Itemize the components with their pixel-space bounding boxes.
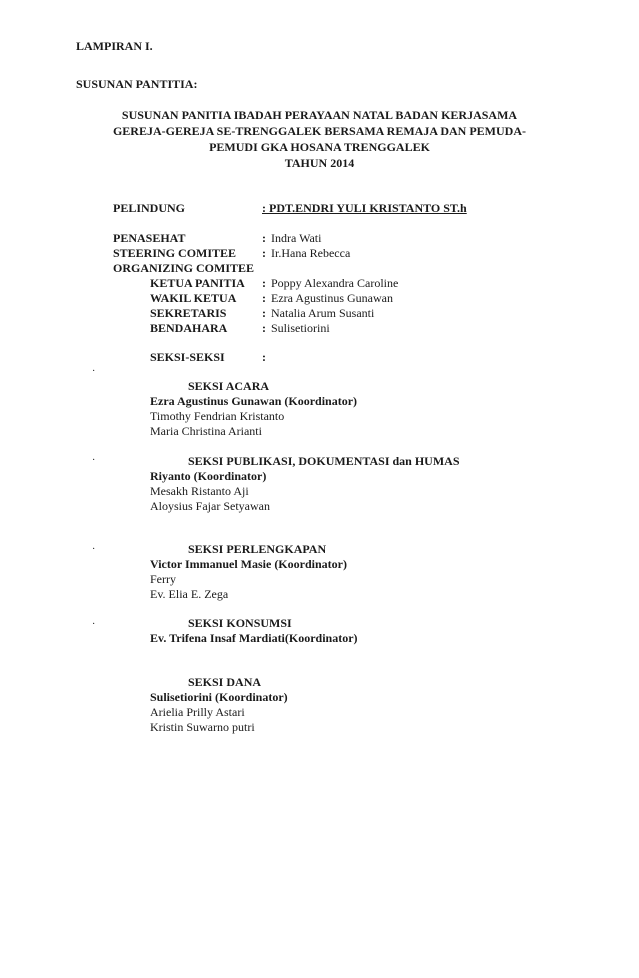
section-member: Ev. Elia E. Zega (150, 587, 229, 601)
bullet-icon: · (92, 544, 96, 555)
section-coordinator-publikasi: Riyanto (Koordinator) (150, 469, 267, 483)
title-line-3: PEMUDI GKA HOSANA TRENGGALEK (209, 140, 430, 154)
section-title-acara: SEKSI ACARA (188, 379, 270, 393)
sekretaris-colon: : (262, 306, 266, 320)
sekretaris-label: SEKRETARIS (150, 306, 227, 320)
section-coordinator-acara: Ezra Agustinus Gunawan (Koordinator) (150, 394, 358, 408)
section-member: Maria Christina Arianti (150, 424, 262, 438)
bullet-icon: · (92, 619, 96, 630)
bendahara-label: BENDAHARA (150, 321, 228, 335)
ketua-label: KETUA PANITIA (150, 276, 245, 290)
bendahara-colon: : (262, 321, 266, 335)
section-member: Kristin Suwarno putri (150, 720, 255, 734)
title-line-2: GEREJA-GEREJA SE-TRENGGALEK BERSAMA REMAJA DAN PEMUDA- (112, 124, 527, 138)
ketua-value: Poppy Alexandra Caroline (271, 276, 399, 290)
steering-colon: : (262, 246, 266, 260)
section-coordinator-konsumsi: Ev. Trifena Insaf Mardiati(Koordinator) (150, 631, 358, 645)
section-title-perlengkapan: SEKSI PERLENGKAPAN (188, 542, 327, 556)
penasehat-colon: : (262, 231, 266, 245)
penasehat-label: PENASEHAT (113, 231, 186, 245)
section-title-publikasi: SEKSI PUBLIKASI, DOKUMENTASI dan HUMAS (188, 454, 460, 468)
section-member: Aloysius Fajar Setyawan (150, 499, 270, 513)
bullet-icon: · (92, 366, 96, 377)
section-member: Timothy Fendrian Kristanto (150, 409, 285, 423)
lampiran-heading: LAMPIRAN I. (76, 39, 153, 53)
penasehat-value: Indra Wati (271, 231, 322, 245)
section-member: Arielia Prilly Astari (150, 705, 245, 719)
title-line-4: TAHUN 2014 (284, 156, 355, 170)
seksi-colon: : (262, 350, 266, 364)
pelindung-label: PELINDUNG (113, 201, 186, 215)
section-title-konsumsi: SEKSI KONSUMSI (188, 616, 292, 630)
susunan-heading: SUSUNAN PANTITIA: (76, 77, 198, 91)
section-member: Ferry (150, 572, 176, 586)
section-member: Mesakh Ristanto Aji (150, 484, 249, 498)
section-title-dana: SEKSI DANA (188, 675, 262, 689)
bullet-icon: · (92, 455, 96, 466)
wakil-value: Ezra Agustinus Gunawan (271, 291, 393, 305)
section-coordinator-dana: Sulisetiorini (Koordinator) (150, 690, 288, 704)
sekretaris-value: Natalia Arum Susanti (271, 306, 375, 320)
bendahara-value: Sulisetiorini (271, 321, 330, 335)
section-coordinator-perlengkapan: Victor Immanuel Masie (Koordinator) (150, 557, 347, 571)
title-line-1: SUSUNAN PANITIA IBADAH PERAYAAN NATAL BADAN KERJASAMA (121, 108, 518, 122)
wakil-label: WAKIL KETUA (150, 291, 237, 305)
organizing-label: ORGANIZING COMITEE (113, 261, 255, 275)
steering-value: Ir.Hana Rebecca (271, 246, 351, 260)
seksi-label: SEKSI-SEKSI (150, 350, 225, 364)
ketua-colon: : (262, 276, 266, 290)
wakil-colon: : (262, 291, 266, 305)
steering-label: STEERING COMITEE (113, 246, 237, 260)
pelindung-value: : PDT.ENDRI YULI KRISTANTO ST.h (262, 201, 467, 215)
